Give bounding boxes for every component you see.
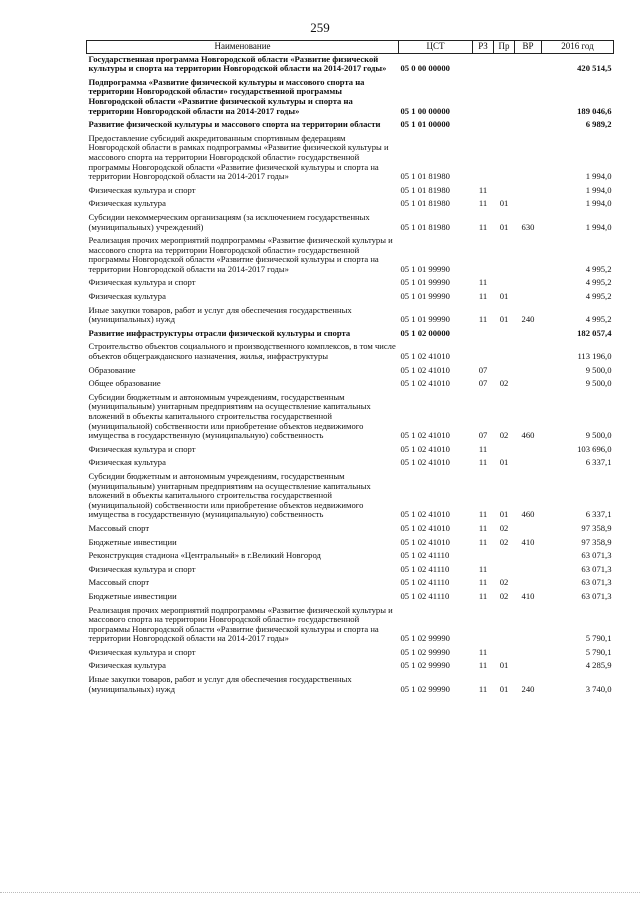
cell-amount: 6 989,2 xyxy=(585,119,612,130)
table-row xyxy=(87,277,614,291)
cell-name: Массовый спорт xyxy=(88,577,150,588)
cell-vr xyxy=(515,133,542,185)
cell-pr: 02 xyxy=(499,522,509,533)
table-row xyxy=(87,591,614,605)
cell-pr: 02 xyxy=(499,577,509,588)
cell-pr: 01 xyxy=(499,198,509,209)
cell-vr xyxy=(515,457,542,471)
cell-vr xyxy=(515,378,542,392)
header-name: Наименование xyxy=(87,41,399,54)
cell-pr xyxy=(494,133,515,185)
scan-edge-noise xyxy=(0,892,640,895)
cell-rz: 11 xyxy=(478,660,488,671)
cell-csr: 05 1 02 41010 xyxy=(400,443,450,454)
cell-vr xyxy=(515,365,542,379)
cell-csr: 05 1 01 99990 xyxy=(400,314,450,325)
cell-name: Развитие физической культуры и массового спорта на территории области xyxy=(88,119,381,130)
cell-pr: 01 xyxy=(499,457,509,468)
cell-amount: 3 740,0 xyxy=(585,683,612,694)
cell-csr: 05 1 02 99990 xyxy=(400,646,450,657)
table-row xyxy=(87,674,614,697)
table-row xyxy=(87,119,614,133)
cell-pr: 02 xyxy=(499,536,509,547)
cell-pr: 01 xyxy=(499,509,509,520)
cell-pr: 01 xyxy=(499,221,509,232)
cell-amount: 182 057,4 xyxy=(577,327,612,338)
cell-pr xyxy=(494,185,515,199)
cell-vr: 410 xyxy=(521,536,535,547)
cell-pr: 02 xyxy=(499,378,509,389)
cell-name: Физическая культура и спорт xyxy=(88,277,196,288)
cell-rz: 11 xyxy=(478,577,488,588)
header-amount: 2016 год xyxy=(542,41,614,54)
cell-pr xyxy=(494,328,515,342)
cell-csr: 05 1 01 99990 xyxy=(400,277,450,288)
cell-rz: 11 xyxy=(478,457,488,468)
cell-vr xyxy=(515,185,542,199)
cell-vr: 630 xyxy=(521,221,535,232)
cell-amount: 63 071,3 xyxy=(581,590,612,601)
cell-rz xyxy=(473,328,494,342)
cell-amount: 5 790,1 xyxy=(585,633,612,644)
cell-rz: 11 xyxy=(478,683,488,694)
cell-vr xyxy=(515,119,542,133)
cell-csr: 05 1 02 41110 xyxy=(400,577,450,588)
cell-pr xyxy=(494,444,515,458)
cell-amount: 9 500,0 xyxy=(585,364,612,375)
cell-csr: 05 1 02 41010 xyxy=(400,378,450,389)
cell-csr: 05 1 02 41010 xyxy=(400,522,450,533)
cell-pr: 01 xyxy=(499,660,509,671)
cell-name: Развитие инфраструктуры отрасли физической культуры и спорта xyxy=(88,327,351,338)
cell-vr xyxy=(515,564,542,578)
cell-amount: 4 995,2 xyxy=(585,291,612,302)
cell-name: Предоставление субсидий аккредитованным спортивным федерациям Новгородской области в рамках подпрограммы «Развитие физической культуры и массового спорта на территории Новгородской области» государственной программы Новгородской области «Развитие физической культуры и спорта на территории Новгородской области на 2014-2017 годы» xyxy=(88,132,389,182)
cell-vr xyxy=(515,605,542,647)
cell-rz: 11 xyxy=(478,291,488,302)
cell-name: Реализация прочих мероприятий подпрограммы «Развитие физической культуры и массового спорта на территории Новгородской области» государственной программы Новгородской области «Развитие физической культуры и спорта на территории Новгородской области на 2014-2017 годы» xyxy=(88,235,393,274)
cell-pr: 01 xyxy=(499,291,509,302)
cell-pr: 01 xyxy=(499,314,509,325)
table-body xyxy=(87,53,614,697)
cell-vr: 410 xyxy=(521,590,535,601)
cell-csr: 05 1 02 99990 xyxy=(400,633,450,644)
cell-name: Физическая культура xyxy=(88,457,166,468)
cell-name: Иные закупки товаров, работ и услуг для обеспечения государственных (муниципальных) нужд xyxy=(88,304,352,325)
cell-rz xyxy=(473,550,494,564)
table-row xyxy=(87,457,614,471)
cell-amount: 420 514,5 xyxy=(542,53,614,77)
cell-rz: 11 xyxy=(478,198,488,209)
page-number: 259 xyxy=(310,20,330,35)
cell-amount: 63 071,3 xyxy=(581,577,612,588)
table-row xyxy=(87,523,614,537)
cell-name: Субсидии бюджетным и автономным учреждениям, государственным (муниципальным) унитарным предприятиям на осуществление капитальных вложений в объекты капитального строительства государственной (муниципальной) собственности или приобретение объектов недвижимого имущества в государственную (муниципальную) собственность xyxy=(88,391,371,441)
cell-amount: 5 790,1 xyxy=(585,646,612,657)
table-row xyxy=(87,444,614,458)
cell-rz: 11 xyxy=(478,443,488,454)
cell-csr: 05 1 01 00000 xyxy=(400,119,450,130)
cell-vr: 460 xyxy=(521,430,535,441)
cell-vr xyxy=(515,291,542,305)
cell-csr: 05 1 02 41110 xyxy=(400,550,450,561)
cell-amount: 4 995,2 xyxy=(585,277,612,288)
table-header-row xyxy=(87,41,614,54)
cell-rz xyxy=(473,605,494,647)
cell-vr xyxy=(515,328,542,342)
cell-vr xyxy=(515,77,542,119)
cell-pr xyxy=(494,235,515,277)
cell-name: Иные закупки товаров, работ и услуг для обеспечения государственных (муниципальных) нужд xyxy=(88,674,352,694)
cell-amount: 97 358,9 xyxy=(581,536,612,547)
cell-csr: 05 1 02 99990 xyxy=(400,683,450,694)
cell-pr: 02 xyxy=(499,430,509,441)
cell-vr xyxy=(515,235,542,277)
cell-csr: 05 1 01 81980 xyxy=(400,171,450,182)
cell-amount: 1 994,0 xyxy=(585,184,612,195)
cell-vr xyxy=(515,277,542,291)
cell-name: Подпрограмма «Развитие физической культуры и массового спорта на территории Новгородской области» государственной программы Новгородской области «Развитие физической культуры и спорта на территории Новгородской области на 2014-2017 годы» xyxy=(88,76,365,116)
cell-amount: 9 500,0 xyxy=(585,378,612,389)
cell-amount: 4 995,2 xyxy=(585,263,612,274)
cell-amount: 63 071,3 xyxy=(581,550,612,561)
cell-csr: 05 1 01 81980 xyxy=(400,184,450,195)
cell-csr: 05 0 00 00000 xyxy=(399,53,473,77)
cell-rz: 07 xyxy=(478,430,488,441)
cell-name: Физическая культура и спорт xyxy=(88,646,196,657)
cell-amount: 1 994,0 xyxy=(585,171,612,182)
cell-amount: 63 071,3 xyxy=(581,563,612,574)
cell-rz xyxy=(473,77,494,119)
table-row xyxy=(87,185,614,199)
table-row xyxy=(87,212,614,235)
cell-name: Образование xyxy=(88,364,136,375)
header-csr: ЦСТ xyxy=(399,41,473,54)
cell-rz: 11 xyxy=(478,184,488,195)
table-row xyxy=(87,577,614,591)
table-row xyxy=(87,392,614,444)
cell-name: Физическая культура xyxy=(88,198,166,209)
cell-csr: 05 1 02 41010 xyxy=(400,351,450,362)
cell-csr: 05 1 01 99990 xyxy=(400,291,450,302)
table-row xyxy=(87,198,614,212)
cell-name: Физическая культура и спорт xyxy=(88,563,196,574)
cell-amount: 97 358,9 xyxy=(581,522,612,533)
cell-vr xyxy=(515,198,542,212)
cell-name: Строительство объектов социального и производственного комплексов, в том числе объектов общегражданского назначения, жилья, инфраструктуры xyxy=(88,341,396,362)
table-row xyxy=(87,537,614,551)
cell-rz: 11 xyxy=(478,509,488,520)
cell-name: Государственная программа Новгородской области «Развитие физической культуры и спорта на территории Новгородской области на 2014-2017 годы» xyxy=(87,53,399,77)
cell-pr xyxy=(494,341,515,364)
table-row xyxy=(87,328,614,342)
cell-name: Бюджетные инвестиции xyxy=(88,590,177,601)
cell-name: Субсидии некоммерческим организациям (за исключением государственных (муниципальных) учреждений) xyxy=(88,211,370,232)
cell-vr xyxy=(515,660,542,674)
cell-name: Физическая культура xyxy=(88,660,166,671)
cell-vr xyxy=(515,444,542,458)
table-row xyxy=(87,660,614,674)
budget-table xyxy=(86,40,614,697)
cell-name: Общее образование xyxy=(88,378,161,389)
cell-csr: 05 1 02 00000 xyxy=(400,327,450,338)
cell-vr xyxy=(515,53,542,77)
cell-csr: 05 1 02 41010 xyxy=(400,457,450,468)
cell-csr: 05 1 02 99990 xyxy=(400,660,450,671)
cell-vr xyxy=(515,647,542,661)
cell-pr xyxy=(494,119,515,133)
cell-rz xyxy=(473,341,494,364)
cell-pr xyxy=(494,605,515,647)
cell-vr xyxy=(515,577,542,591)
cell-pr: 01 xyxy=(499,683,509,694)
cell-vr xyxy=(515,550,542,564)
cell-pr xyxy=(494,365,515,379)
cell-name: Бюджетные инвестиции xyxy=(88,536,177,547)
table-row xyxy=(87,77,614,119)
cell-rz xyxy=(473,133,494,185)
table-row xyxy=(87,53,614,77)
cell-pr xyxy=(494,564,515,578)
cell-rz: 07 xyxy=(478,378,488,389)
cell-name: Физическая культура и спорт xyxy=(88,184,196,195)
cell-amount: 113 196,0 xyxy=(577,351,612,362)
cell-rz xyxy=(473,53,494,77)
cell-name: Реализация прочих мероприятий подпрограммы «Развитие физической культуры и массового спорта на территории Новгородской области» государственной программы Новгородской области «Развитие физической культуры и спорта на территории Новгородской области на 2014-2017 годы» xyxy=(88,604,393,644)
cell-rz xyxy=(473,235,494,277)
cell-rz xyxy=(473,119,494,133)
table-row xyxy=(87,133,614,185)
cell-amount: 4 285,9 xyxy=(585,660,612,671)
cell-name: Физическая культура xyxy=(88,291,166,302)
table-row xyxy=(87,291,614,305)
table-row xyxy=(87,564,614,578)
header-pr: Пр xyxy=(494,41,515,54)
cell-amount: 1 994,0 xyxy=(585,221,612,232)
cell-csr: 05 1 01 99990 xyxy=(400,263,450,274)
cell-rz: 11 xyxy=(478,590,488,601)
cell-amount: 6 337,1 xyxy=(585,457,612,468)
table-row xyxy=(87,550,614,564)
cell-vr xyxy=(515,341,542,364)
cell-amount: 4 995,2 xyxy=(585,314,612,325)
cell-pr: 02 xyxy=(499,590,509,601)
cell-vr: 240 xyxy=(521,683,535,694)
cell-amount: 6 337,1 xyxy=(585,509,612,520)
table-row xyxy=(87,365,614,379)
cell-vr: 240 xyxy=(521,314,535,325)
cell-name: Массовый спорт xyxy=(88,522,150,533)
cell-amount: 1 994,0 xyxy=(585,198,612,209)
cell-csr: 05 1 02 41110 xyxy=(400,590,450,601)
cell-amount: 103 696,0 xyxy=(577,443,612,454)
cell-name: Реконструкция стадиона «Центральный» в г.Великий Новгород xyxy=(88,550,321,561)
cell-amount: 9 500,0 xyxy=(585,430,612,441)
cell-csr: 05 1 02 41010 xyxy=(400,536,450,547)
cell-csr: 05 1 02 41010 xyxy=(400,509,450,520)
cell-name: Физическая культура и спорт xyxy=(88,443,196,454)
cell-rz: 11 xyxy=(478,314,488,325)
cell-csr: 05 1 00 00000 xyxy=(400,105,450,116)
table-row xyxy=(87,341,614,364)
header-rz: РЗ xyxy=(473,41,494,54)
table-row xyxy=(87,471,614,523)
table-row xyxy=(87,605,614,647)
cell-amount: 189 046,6 xyxy=(577,105,612,116)
cell-pr xyxy=(494,77,515,119)
cell-rz: 11 xyxy=(478,646,488,657)
cell-csr: 05 1 02 41110 xyxy=(400,563,450,574)
cell-csr: 05 1 01 81980 xyxy=(400,198,450,209)
cell-pr xyxy=(494,53,515,77)
table-row xyxy=(87,647,614,661)
table-row xyxy=(87,235,614,277)
cell-name: Субсидии бюджетным и автономным учреждениям, государственным (муниципальным) унитарным предприятиям на осуществление капитальных вложений в объекты капитального строительства государственной (муниципальной) собственности или приобретение объектов недвижимого имущества в государственную (муниципальную) собственность xyxy=(88,470,371,520)
cell-pr xyxy=(494,550,515,564)
cell-rz: 11 xyxy=(478,522,488,533)
table-row xyxy=(87,378,614,392)
cell-csr: 05 1 02 41010 xyxy=(400,364,450,375)
cell-vr xyxy=(515,523,542,537)
cell-rz: 11 xyxy=(478,536,488,547)
cell-csr: 05 1 01 81980 xyxy=(400,221,450,232)
cell-rz: 11 xyxy=(478,277,488,288)
cell-rz: 11 xyxy=(478,221,488,232)
table-row xyxy=(87,305,614,328)
cell-vr: 460 xyxy=(521,509,535,520)
cell-pr xyxy=(494,277,515,291)
cell-rz: 07 xyxy=(478,364,488,375)
header-vr: ВР xyxy=(515,41,542,54)
cell-pr xyxy=(494,647,515,661)
cell-rz: 11 xyxy=(478,563,488,574)
cell-csr: 05 1 02 41010 xyxy=(400,430,450,441)
